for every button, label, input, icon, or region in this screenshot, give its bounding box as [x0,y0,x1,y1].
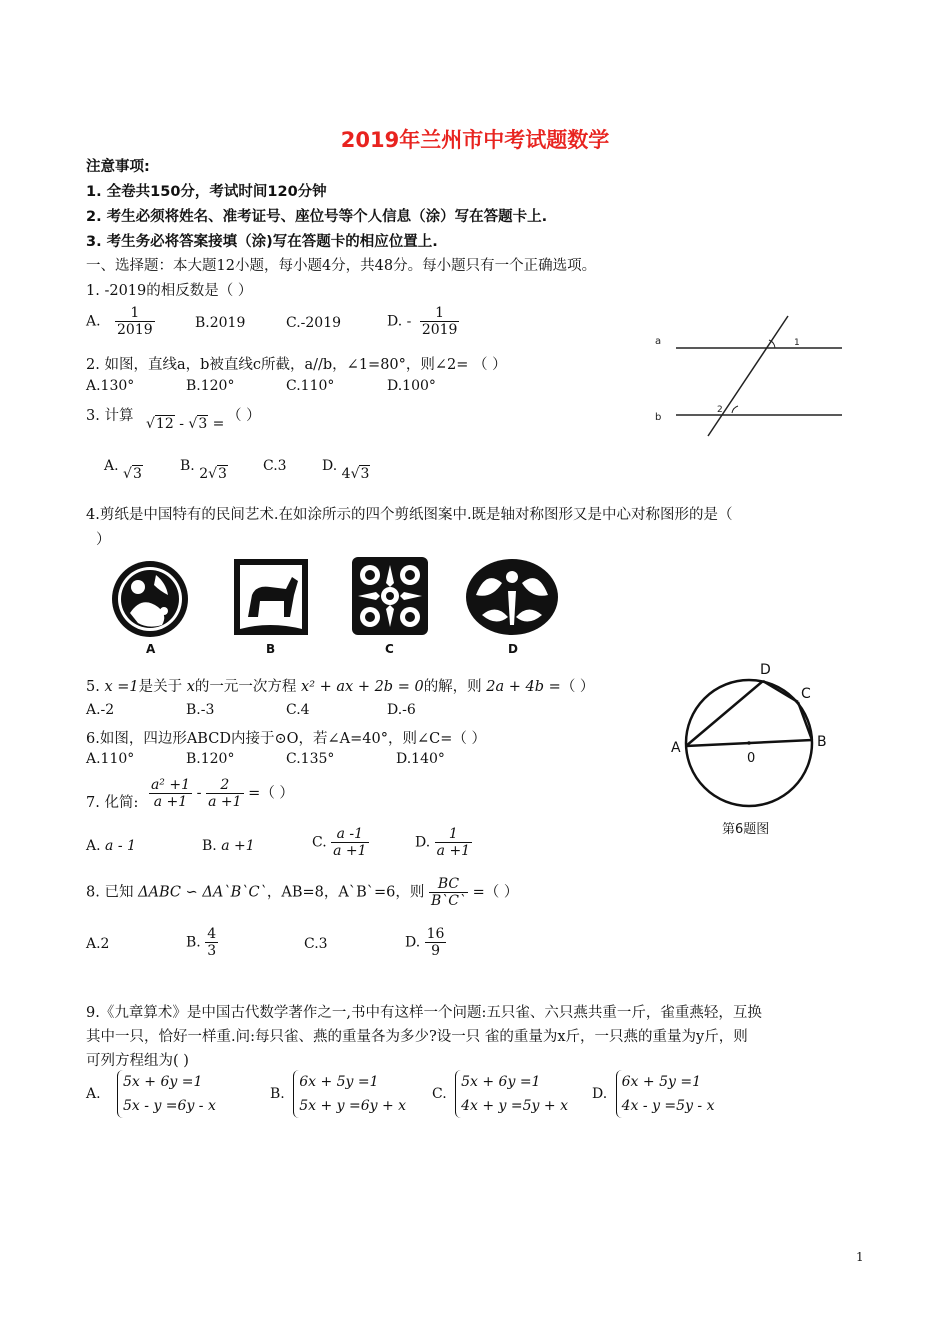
q3-expression: √12 - √3 = [146,416,225,432]
q6-option-c: C.135° [286,751,335,767]
papercut-c-image [348,555,434,655]
q3-option-a: A. √3 [104,458,142,482]
label-b: b [655,412,662,423]
q1-a-fraction: $\frac{1}{2019}$ [117,305,153,339]
notice-item-2: 2. 考生必须将姓名、准考证号、座位号等个人信息（涂）写在答题卡上. [86,209,548,225]
page-number: 1 [856,1250,864,1264]
chord-ad [686,681,763,746]
q7-option-d: D. $\frac{1}{a +1}$ [415,826,471,860]
q1-d-fraction: $\frac{1}{2019}$ [421,305,458,339]
papercut-b-image [230,555,316,655]
label-O: 0 [747,751,756,766]
label-A: A [671,740,681,756]
q5-stem: 5. x =1是关于 x的一元一次方程 x² + ax + 2b = 0的解，则 2a + 4b =（ ） [86,679,595,695]
q1-option-d: D. - $\frac{1}{2019}$ [387,305,458,339]
q2-option-d: D.100° [387,378,436,394]
q8-stem: 8. 已知 ΔABC ∽ ΔA`B`C`，AB=8，A`B`=6，则 $\frac{BC}{B`C`}$ =（ ） [86,876,519,910]
q8-option-b: B. $\frac{4}{3}$ [186,926,217,960]
q2-option-c: C.110° [286,378,335,394]
q3-option-c: C.3 [263,458,287,474]
q6-option-a: A.110° [86,751,135,767]
q3-option-b: B. 2√3 [180,458,227,482]
papercut-d-image [462,555,562,655]
q9-stem-line2: 其中一只，恰好一样重.问:每只雀、燕的重量各为多少?设一只 雀的重量为x斤，一只燕的重量为y斤，则 [86,1029,748,1045]
q5-option-d: D.-6 [387,702,416,718]
q1-stem: 1. -2019的相反数是（ ） [86,283,253,299]
q7-stem: 7. 化简: $\frac{\text{a² +1}}{a +1}$ - $\frac{2}{a +1}$ =（ ） [86,777,294,811]
papercut-label-c: C [385,642,394,655]
angle-2-arc [732,406,738,413]
q5-option-a: A.-2 [86,702,115,718]
q2-option-b: B.120° [186,378,235,394]
q8-fraction: $\frac{BC}{B`C`}$ [430,876,466,910]
q8-option-a: A.2 [86,936,110,952]
q9-stem-line1: 9.《九章算术》是中国古代数学著作之一,书中有这样一个问题:五只雀、六只燕共重一斤，雀重燕轻，互换 [86,1005,762,1021]
label-C: C [801,686,811,702]
exam-title: 2019年兰州市中考试题数学 [340,128,610,152]
notice-heading: 注意事项: [86,159,150,175]
papercut-label-b: B [266,642,276,655]
q4-stem-line1: 4.剪纸是中国特有的民间艺术.在如涂所示的四个剪纸图案中.既是轴对称图形又是中心对称图形的是（ [86,507,733,523]
q1-option-a: A. $\frac{1}{2019}$ [86,305,153,339]
label-angle-1: 1 [794,338,800,348]
q7-fraction-2: $\frac{2}{a +1}$ [208,777,242,811]
q3-paren: （ ） [227,408,261,424]
q1-option-c: C.-2019 [286,315,342,331]
center-point [747,741,751,745]
label-B: B [817,734,827,750]
q8-option-d: D. $\frac{16}{9}$ [405,926,445,960]
q3-option-d: D. 4√3 [322,458,370,482]
q5-option-b: B.-3 [186,702,215,718]
label-D: D [760,662,771,678]
q6-option-d: D.140° [396,751,445,767]
q9-option-b: B. 6x + 5y =1 5x + y =6y + x [270,1070,406,1118]
q7-option-a: A. a - 1 [86,838,136,854]
q7-option-b: B. a +1 [202,838,255,854]
q6-figure-caption: 第6题图 [722,822,770,837]
label-angle-2: 2 [717,405,723,415]
q6-option-b: B.120° [186,751,235,767]
q1-option-b: B.2019 [195,315,246,331]
papercut-label-d: D [508,642,518,655]
q5-option-c: C.4 [286,702,310,718]
q9-stem-line3: 可列方程组为( ) [86,1053,189,1069]
q2-stem: 2. 如图，直线a，b被直线c所截，a//b，∠1=80°，则∠2= （ ） [86,357,507,373]
q6-stem: 6.如图，四边形ABCD内接于⊙O，若∠A=40°，则∠C=（ ） [86,731,486,747]
q7-fraction-1: $\frac{\text{a² +1}}{a +1}$ [150,777,190,811]
q9-option-c: C. 5x + 6y =1 4x + y =5y + x [432,1070,568,1118]
line-c [708,316,788,436]
chord-cb [798,702,812,740]
q6-circle-figure [662,656,838,808]
section-heading: 一、选择题：本大题12小题，每小题4分，共48分。每小题只有一个正确选项。 [86,258,597,274]
notice-item-3: 3. 考生务必将答案接填（涂)写在答题卡的相应位置上. [86,234,438,250]
q2-option-a: A.130° [86,378,135,394]
q4-stem-line2: ） [96,532,111,548]
label-a: a [655,336,662,347]
chord-dc [763,681,798,702]
notice-item-1: 1. 全卷共150分，考试时间120分钟 [86,184,327,200]
q3-stem: 3. 计算 [86,408,134,424]
q8-option-c: C.3 [304,936,328,952]
q7-option-c: C. $\frac{a -1}{a +1}$ [312,826,367,860]
papercut-a-image [108,555,194,655]
q9-option-a: A. 5x + 6y =1 5x - y =6y - x [86,1070,216,1118]
papercut-label-a: A [146,642,156,655]
q9-option-d: D. 6x + 5y =1 4x - y =5y - x [592,1070,715,1118]
q2-parallel-lines-figure [648,310,848,440]
